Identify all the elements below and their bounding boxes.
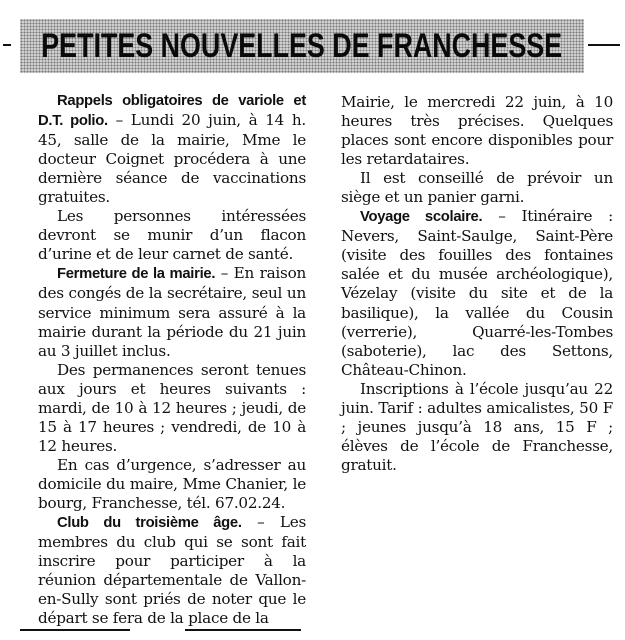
article-text-mairie: – En raison des congés de la secrétaire, seul un service minimum sera assuré à la mairie durant la période du 21 juin au 3 juillet inclus. [38,264,307,360]
article-text-club: – Les membres du club qui se sont fait inscrire pour participer à la réunion départementale de Vallon-en-Sully sont priés de noter que le départ se fera de la place de la [38,513,306,628]
article-heading-voyage: Voyage scolaire. [360,209,483,226]
article-club-para2: Il est conseillé de prévoir un siège et un panier garni. [341,169,613,207]
article-mairie-para2: Des permanences seront tenues aux jours et heures suivants : mardi, de 10 à 12 heures ; jeudi, de 15 à 17 heures ; vendredi, de 10 à 12 heures. [38,360,306,455]
article-heading-vaccination: Rappels obligatoires de variole et D.T. polio. [38,93,306,130]
title-banner [20,19,584,73]
left-column [38,91,306,628]
article-voyage-para2: Inscriptions à l’école jusqu’au 22 juin. Tarif : adultes amicalistes, 50 F ; jeunes jusqu’à 18 ans, 15 F ; élèves de l’école de Franchesse, gratuit. [341,379,613,474]
article-vaccination-para2: Les personnes intéressées devront se munir d’un flacon d’urine et de leur carnet de santé. [38,207,306,264]
article-club [38,513,306,628]
footer-rule-left [20,629,130,631]
header-rule-left [3,44,11,46]
article-text-vaccination: – Lundi 20 juin, à 14 h. 45, salle de la mairie, Mme le docteur Coignet procédera à une dernière séance de vaccinations gratuites. [38,111,307,207]
right-column [341,93,613,475]
footer-rule-right [185,629,301,631]
article-heading-club: Club du troisième âge. [57,515,242,532]
page-title: PETITES NOUVELLES DE FRANCHESSE [41,26,563,65]
article-mairie [38,264,306,360]
article-mairie-para3: En cas d’urgence, s’adresser au domicile du maire, Mme Chanier, le bourg, Franchesse, tél. 67.02.24. [38,455,306,512]
article-club-continued: Mairie, le mercredi 22 juin, à 10 heures très précises. Quelques places sont encore disponibles pour les retardataires. [341,93,613,169]
article-vaccination [38,91,306,207]
header-rule-right [588,44,620,46]
article-text-voyage: – Itinéraire : Nevers, Saint-Saulge, Saint-Père (visite des fouilles des fontaines salée et du musée archéologique), Vézelay (visite du site et de la basilique), la vallée du Cousin (verrerie), Quarré-les-Tombes (saboterie), lac des Settons, Château-Chinon. [341,207,613,379]
article-heading-mairie: Fermeture de la mairie. [57,266,216,283]
article-voyage [341,207,613,379]
